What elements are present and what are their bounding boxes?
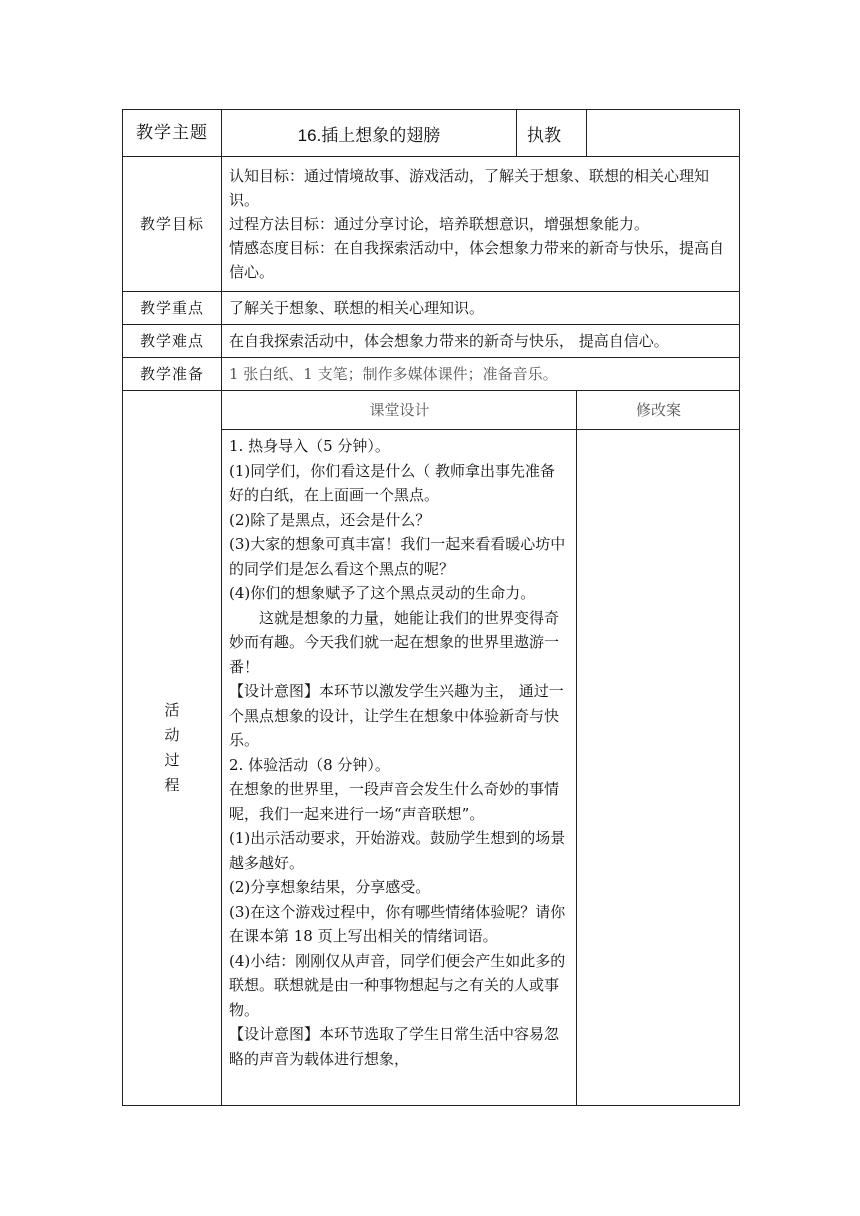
difficulty-row — [123, 325, 740, 358]
process-char-4: 程 — [164, 776, 180, 794]
para-activity-title: 2. 体验活动（8 分钟）。 — [229, 755, 390, 774]
difficulty-label: 教学难点 — [123, 325, 222, 358]
para-design-intent-1: 【设计意图】本环节以激发学生兴趣为主， 通过一个黑点想象的设计，让学生在想象中体验新奇与快乐。 — [229, 682, 564, 749]
key-point-text: 了解关于想象、联想的相关心理知识。 — [222, 292, 740, 325]
para-activity-4: (4)小结：刚刚仅从声音，同学们便会产生如此多的联想。联想就是由一种事物想起与之有关的人或事物。 — [229, 951, 566, 1019]
key-point-label: 教学重点 — [123, 292, 222, 325]
goal-cognitive: 认知目标：通过情境故事、游戏活动，了解关于想象、联想的相关心理知识。 — [229, 167, 710, 209]
difficulty-text: 在自我探索活动中，体会想象力带来的新奇与快乐， 提高自信心。 — [222, 325, 740, 358]
preparation-label: 教学准备 — [123, 358, 222, 391]
lesson-plan-sheet — [122, 109, 739, 1106]
process-char-3: 过 — [164, 751, 180, 769]
goal-process: 过程方法目标：通过分享讨论，培养联想意识，增强想象能力。 — [229, 215, 650, 233]
goals-content — [222, 157, 740, 292]
para-activity-intro: 在想象的世界里，一段声音会发生什么奇妙的事情呢，我们一起来进行一场“声音联想”。 — [229, 780, 560, 823]
process-label — [123, 391, 222, 1106]
para-design-intent-2: 【设计意图】本环节选取了学生日常生活中容易忽略的声音为载体进行想象， — [229, 1025, 560, 1068]
process-header-row — [123, 391, 740, 430]
lesson-plan-table — [122, 109, 740, 1106]
preparation-text: 1 张白纸、1 支笔；制作多媒体课件；准备音乐。 — [222, 358, 740, 391]
para-activity-3: (3)在这个游戏过程中，你有哪些情绪体验呢？请你在课本第 18 页上写出相关的情绪词语。 — [229, 902, 566, 945]
design-content — [222, 430, 577, 1106]
revise-column-header: 修改案 — [577, 391, 740, 430]
goals-label: 教学目标 — [123, 157, 222, 292]
para-warmup-summary: 这就是想象的力量，她能让我们的世界变得奇妙而有趣。今天我们就一起在想象的世界里遨游一番！ — [229, 608, 560, 676]
process-char-2: 动 — [164, 726, 180, 744]
para-activity-1: (1)出示活动要求，开始游戏。鼓励学生想到的场景越多越好。 — [229, 829, 566, 872]
para-warmup-1: (1)同学们，你们看这是什么（ 教师拿出事先准备好的白纸，在上面画一个黑点。 — [229, 461, 556, 504]
process-char-1: 活 — [164, 701, 180, 719]
design-column-header: 课堂设计 — [222, 391, 577, 430]
key-point-row — [123, 292, 740, 325]
preparation-row — [123, 358, 740, 391]
goals-row — [123, 157, 740, 292]
para-warmup-2: (2)除了是黑点，还会是什么？ — [229, 510, 431, 529]
para-warmup-title: 1. 热身导入（5 分钟）。 — [229, 437, 390, 455]
teacher-value — [587, 110, 740, 157]
teacher-label: 执教 — [517, 110, 587, 157]
goal-emotion: 情感态度目标：在自我探索活动中，体会想象力带来的新奇与快乐，提高自信心。 — [229, 239, 725, 281]
para-warmup-3: (3)大家的想象可真丰富！我们一起来看看暖心坊中的同学们是怎么看这个黑点的呢？ — [229, 535, 566, 578]
para-activity-2: (2)分享想象结果，分享感受。 — [229, 878, 431, 896]
para-warmup-4: (4)你们的想象赋予了这个黑点灵动的生命力。 — [229, 584, 536, 602]
revise-content — [577, 430, 740, 1106]
theme-label: 教学主题 — [123, 110, 222, 157]
title-row — [123, 110, 740, 157]
lesson-title: 16.插上想象的翅膀 — [222, 110, 517, 157]
